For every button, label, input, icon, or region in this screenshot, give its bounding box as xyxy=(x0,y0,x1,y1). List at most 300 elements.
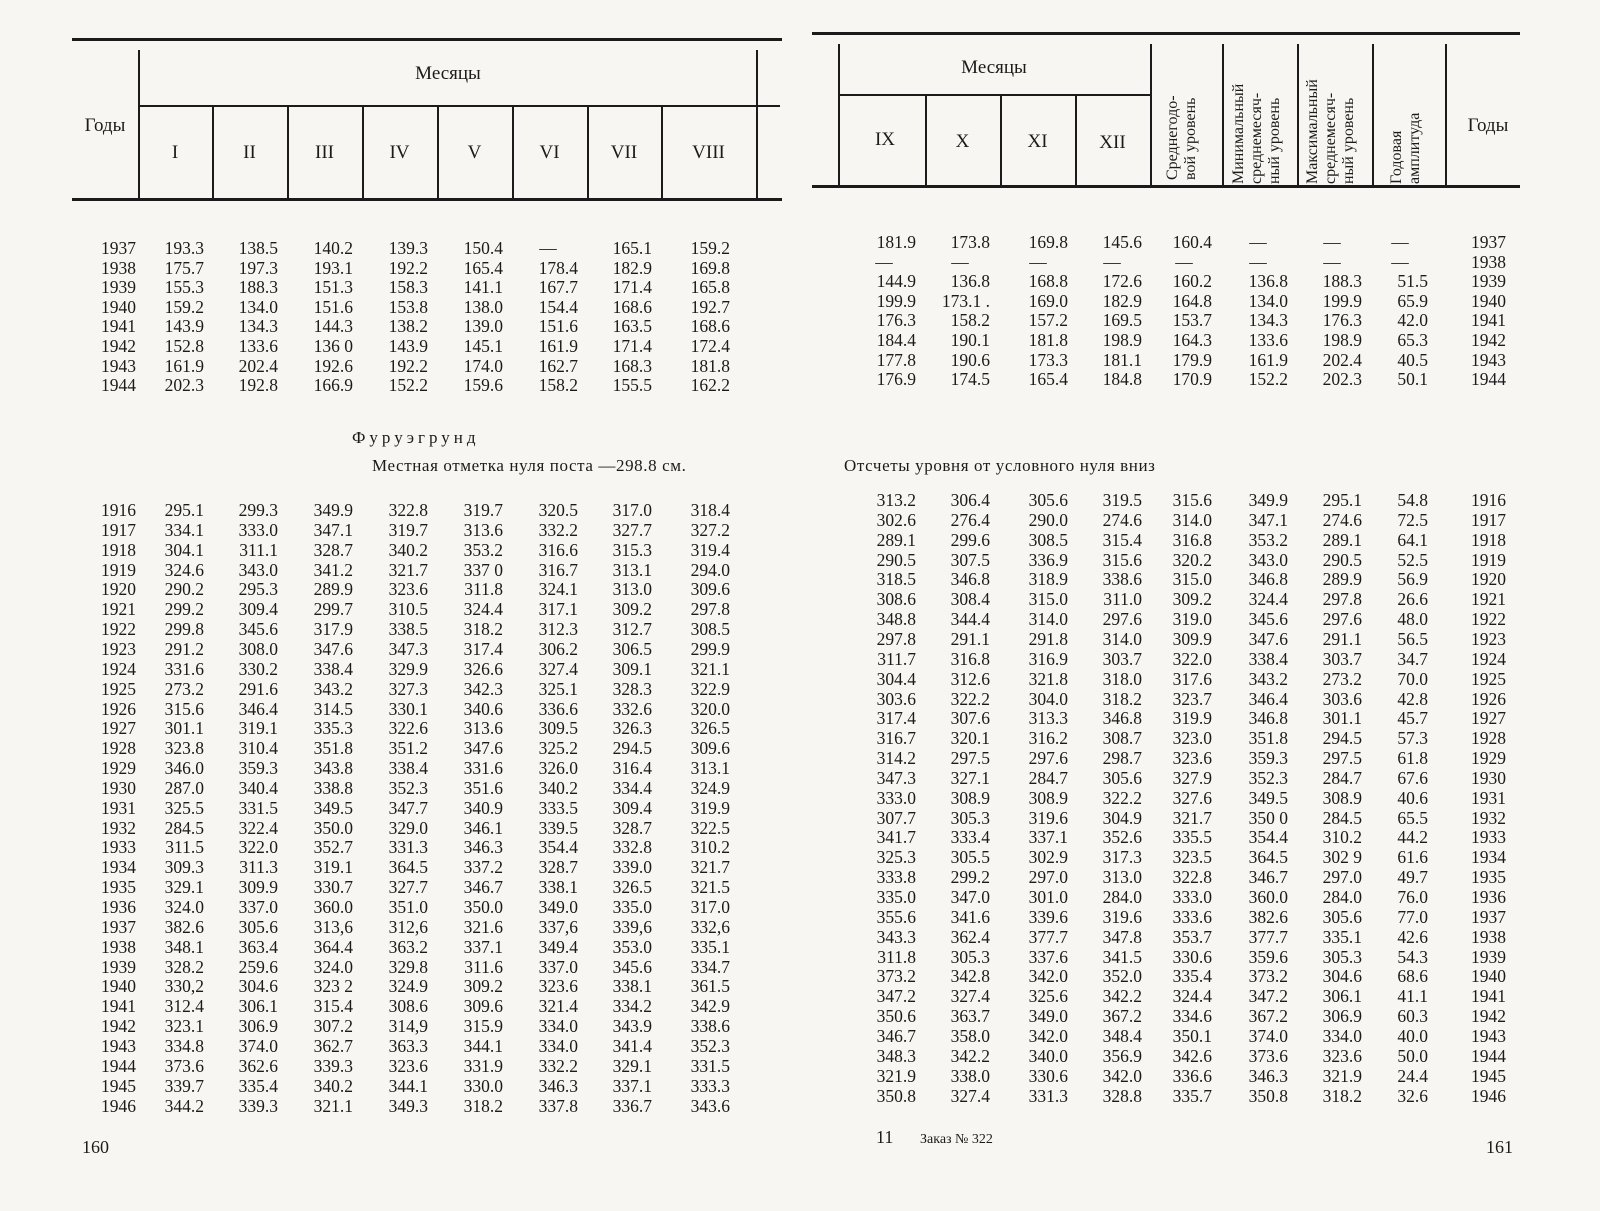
value-cell: 345.6 xyxy=(238,619,278,640)
value-cell: 299.2 xyxy=(950,867,990,888)
value-cell: 330.1 xyxy=(388,698,428,719)
value-cell: 294.0 xyxy=(690,559,730,580)
station-title: Фуруэгрунд xyxy=(352,428,480,447)
value-cell: 320.2 xyxy=(1172,549,1212,570)
readings-note: Отсчеты уровня от условного нуля вниз xyxy=(844,456,1156,475)
value-cell: 56.9 xyxy=(1397,569,1428,590)
value-cell: 177.8 xyxy=(876,349,916,370)
value-cell: 341.2 xyxy=(313,559,353,580)
value-cell: 347.6 xyxy=(463,738,503,759)
value-cell: 188.3 xyxy=(238,277,278,298)
value-cell: 334.0 xyxy=(538,1016,578,1037)
value-cell: 317.4 xyxy=(463,638,503,659)
value-cell: 342.6 xyxy=(1172,1045,1212,1066)
year-cell: 1936 xyxy=(101,897,136,917)
value-cell: 346.3 xyxy=(1248,1065,1288,1086)
value-cell: 152.2 xyxy=(1248,369,1288,390)
value-cell: 322.4 xyxy=(238,817,278,838)
value-cell: 342.2 xyxy=(1102,986,1142,1007)
value-cell: 289.9 xyxy=(313,579,353,600)
value-cell: 152.8 xyxy=(164,336,204,356)
value-cell: 343.2 xyxy=(1248,668,1288,689)
year-cell: 1928 xyxy=(101,738,136,759)
value-cell: 354.4 xyxy=(1248,827,1288,848)
value-cell: 70.0 xyxy=(1397,668,1428,689)
value-cell: 323 2 xyxy=(313,976,353,997)
value-cell: 350.8 xyxy=(1248,1085,1288,1106)
value-cell: 347.7 xyxy=(388,797,428,818)
value-cell: 342.9 xyxy=(690,996,730,1017)
value-cell: 49.7 xyxy=(1397,867,1428,888)
year-cell: 1944 xyxy=(1471,1045,1506,1066)
value-cell: 299.8 xyxy=(164,619,204,640)
value-cell: 333.4 xyxy=(950,827,990,848)
value-cell: 303.6 xyxy=(1322,688,1362,709)
value-cell: 322.0 xyxy=(1172,648,1212,669)
value-cell: 328.7 xyxy=(538,857,578,878)
header-bottom-rule xyxy=(812,185,1520,188)
header-divider xyxy=(1445,44,1447,185)
value-cell: 330.0 xyxy=(463,1075,503,1096)
value-cell: 323.7 xyxy=(1172,688,1212,709)
year-cell: 1940 xyxy=(101,976,136,997)
value-cell: 61.6 xyxy=(1397,847,1428,868)
value-cell: 329.1 xyxy=(612,1055,652,1076)
value-cell: 309.3 xyxy=(164,857,204,878)
value-cell: 181.1 xyxy=(1102,349,1142,370)
value-cell: 327.4 xyxy=(538,658,578,679)
value-cell: 318.2 xyxy=(1322,1085,1362,1106)
right-page xyxy=(800,0,1600,1211)
value-cell: 143.9 xyxy=(164,316,204,337)
value-cell: 65.9 xyxy=(1397,290,1428,311)
value-cell: 307.2 xyxy=(313,1016,353,1037)
year-cell: 1945 xyxy=(101,1075,136,1096)
value-cell: 307.7 xyxy=(876,807,916,828)
value-cell: 304.6 xyxy=(1322,966,1362,987)
value-cell: 40.6 xyxy=(1397,787,1428,808)
value-cell: 160.2 xyxy=(1172,271,1212,292)
header-divider xyxy=(1372,44,1374,185)
value-cell: 323.8 xyxy=(164,738,204,759)
value-cell: 308.7 xyxy=(1102,728,1142,749)
value-cell: 313,6 xyxy=(313,916,353,937)
value-cell: 316.6 xyxy=(538,539,578,560)
year-cell: 1940 xyxy=(1471,966,1506,987)
year-cell: 1927 xyxy=(1471,708,1506,729)
value-cell: 313.0 xyxy=(1102,867,1142,888)
value-cell: 315.3 xyxy=(612,539,652,560)
value-cell: 34.7 xyxy=(1397,648,1428,669)
value-cell: 367.2 xyxy=(1248,1006,1288,1027)
value-cell: 167.7 xyxy=(538,277,578,298)
month-col-header: VI xyxy=(539,142,560,163)
value-cell: 297.5 xyxy=(950,748,990,769)
value-cell: 316.8 xyxy=(950,648,990,669)
value-cell: 336.9 xyxy=(1028,549,1068,570)
value-cell: 358.0 xyxy=(950,1025,990,1046)
value-cell: 153.7 xyxy=(1172,310,1212,331)
year-cell: 1922 xyxy=(1471,609,1506,630)
value-cell: 326.3 xyxy=(612,718,652,739)
value-cell: 315.4 xyxy=(313,996,353,1017)
header-divider xyxy=(756,50,758,198)
value-cell: 174.0 xyxy=(463,355,503,376)
value-cell: 42.6 xyxy=(1397,926,1428,947)
value-cell: — xyxy=(1249,232,1267,252)
value-cell: 313.3 xyxy=(1028,708,1068,729)
value-cell: 26.6 xyxy=(1397,589,1428,610)
year-cell: 1937 xyxy=(1471,906,1506,927)
value-cell: 299.9 xyxy=(690,638,730,659)
value-cell: 303.7 xyxy=(1322,648,1362,669)
value-cell: 352.0 xyxy=(1102,966,1142,987)
value-cell: 313.2 xyxy=(876,490,916,510)
header-divider xyxy=(1222,44,1224,185)
value-cell: 64.1 xyxy=(1397,529,1428,550)
value-cell: 328.7 xyxy=(612,817,652,838)
value-cell: 160.4 xyxy=(1172,232,1212,252)
value-cell: 308.9 xyxy=(1322,787,1362,808)
year-cell: 1943 xyxy=(1471,1025,1506,1046)
value-cell: 304.0 xyxy=(1028,688,1068,709)
value-cell: 318.5 xyxy=(876,569,916,590)
value-cell: 291.2 xyxy=(164,638,204,659)
value-cell: 32.6 xyxy=(1397,1085,1428,1106)
months-underline xyxy=(838,94,1150,96)
value-cell: 316.4 xyxy=(612,758,652,779)
value-cell: 308.0 xyxy=(238,638,278,659)
value-cell: 190.6 xyxy=(950,349,990,370)
year-cell: 1933 xyxy=(101,837,136,858)
value-cell: 374.0 xyxy=(1248,1025,1288,1046)
value-cell: — xyxy=(1249,251,1267,272)
value-cell: 335.1 xyxy=(690,936,730,957)
value-cell: 318.4 xyxy=(690,500,730,520)
value-cell: 321.4 xyxy=(538,996,578,1017)
value-cell: 161.9 xyxy=(538,336,578,356)
value-cell: 193.1 xyxy=(313,257,353,278)
value-cell: 335.1 xyxy=(1322,926,1362,947)
value-cell: 314.0 xyxy=(1172,509,1212,530)
value-cell: 314.5 xyxy=(313,698,353,719)
value-cell: 317.4 xyxy=(876,708,916,729)
value-cell: 259.6 xyxy=(238,956,278,977)
value-cell: 294.5 xyxy=(1322,728,1362,749)
value-cell: 305.6 xyxy=(238,916,278,937)
year-cell: 1942 xyxy=(101,1016,136,1037)
year-cell: 1923 xyxy=(1471,628,1506,649)
page-number: 161 xyxy=(1486,1137,1513,1157)
value-cell: 328.7 xyxy=(313,539,353,560)
value-cell: 308.5 xyxy=(1028,529,1068,550)
value-cell: 48.0 xyxy=(1397,609,1428,630)
value-cell: 342.0 xyxy=(1028,966,1068,987)
value-cell: 351.2 xyxy=(388,738,428,759)
value-cell: — xyxy=(1323,251,1341,272)
value-cell: 321.1 xyxy=(313,1095,353,1116)
value-cell: 349.9 xyxy=(313,500,353,520)
footer-order-number: Заказ № 322 xyxy=(920,1132,993,1147)
value-cell: 335.4 xyxy=(238,1075,278,1096)
value-cell: 363.4 xyxy=(238,936,278,957)
year-cell: 1941 xyxy=(1471,986,1506,1007)
year-cell: 1932 xyxy=(1471,807,1506,828)
year-cell: 1937 xyxy=(101,238,136,258)
value-cell: 306.1 xyxy=(238,996,278,1017)
month-col-header: II xyxy=(243,142,256,163)
value-cell: 349.3 xyxy=(388,1095,428,1116)
value-cell: 184.8 xyxy=(1102,369,1142,390)
value-cell: 347.3 xyxy=(388,638,428,659)
value-cell: 176.9 xyxy=(876,369,916,390)
value-cell: 331.3 xyxy=(388,837,428,858)
value-cell: 347.3 xyxy=(876,767,916,788)
value-cell: 352.7 xyxy=(313,837,353,858)
max-level-header xyxy=(1304,44,1358,184)
value-cell: 305.5 xyxy=(950,847,990,868)
value-cell: 324.9 xyxy=(690,777,730,798)
value-cell: 337.8 xyxy=(538,1095,578,1116)
value-cell: 341.7 xyxy=(876,827,916,848)
value-cell: 322.9 xyxy=(690,678,730,699)
header-line: ный уровень xyxy=(1340,97,1357,184)
value-cell: 331.9 xyxy=(463,1055,503,1076)
month-col-header: VIII xyxy=(692,142,725,163)
value-cell: — xyxy=(951,251,969,272)
value-cell: 165.4 xyxy=(1028,369,1068,390)
value-cell: 339.5 xyxy=(538,817,578,838)
value-cell: 331.5 xyxy=(690,1055,730,1076)
value-cell: 343.8 xyxy=(313,758,353,779)
value-cell: 139.0 xyxy=(463,316,503,337)
value-cell: 330.2 xyxy=(238,658,278,679)
year-cell: 1937 xyxy=(1471,232,1506,252)
value-cell: 346.1 xyxy=(463,817,503,838)
year-cell: 1938 xyxy=(101,936,136,957)
value-cell: — xyxy=(1391,232,1409,252)
value-cell: 138.5 xyxy=(238,238,278,258)
value-cell: 362.7 xyxy=(313,1035,353,1056)
value-cell: 351.8 xyxy=(313,738,353,759)
value-cell: 310.5 xyxy=(388,599,428,620)
year-cell: 1940 xyxy=(1471,290,1506,311)
value-cell: 313.6 xyxy=(463,519,503,540)
value-cell: 377.7 xyxy=(1248,926,1288,947)
value-cell: 65.3 xyxy=(1397,330,1428,350)
value-cell: 192.7 xyxy=(690,296,730,317)
value-cell: 141.1 xyxy=(463,277,503,298)
value-cell: 330.6 xyxy=(1028,1065,1068,1086)
value-cell: 315.0 xyxy=(1028,589,1068,610)
value-cell: 309.9 xyxy=(238,877,278,898)
value-cell: 316.9 xyxy=(1028,648,1068,669)
value-cell: 339.3 xyxy=(238,1095,278,1116)
value-cell: 308.9 xyxy=(950,787,990,808)
month-col-header: I xyxy=(171,142,179,163)
year-cell: 1921 xyxy=(101,599,136,620)
value-cell: 173.3 xyxy=(1028,349,1068,370)
value-cell: 363.7 xyxy=(950,1006,990,1027)
value-cell: 348.4 xyxy=(1102,1025,1142,1046)
value-cell: 346.3 xyxy=(538,1075,578,1096)
value-cell: 202.4 xyxy=(1322,349,1362,370)
value-cell: 353.0 xyxy=(612,936,652,957)
value-cell: 304.4 xyxy=(876,668,916,689)
value-cell: 302.9 xyxy=(1028,847,1068,868)
value-cell: 327.6 xyxy=(1172,787,1212,808)
value-cell: 297.6 xyxy=(1322,609,1362,630)
value-cell: 159.2 xyxy=(164,296,204,317)
value-cell: 330,2 xyxy=(164,976,204,997)
value-cell: 348.1 xyxy=(164,936,204,957)
value-cell: 349.9 xyxy=(1248,490,1288,510)
value-cell: 324.9 xyxy=(388,976,428,997)
value-cell: 319.1 xyxy=(313,857,353,878)
value-cell: 340.9 xyxy=(463,797,503,818)
value-cell: 138.0 xyxy=(463,296,503,317)
value-cell: — xyxy=(1175,251,1193,272)
value-cell: 356.9 xyxy=(1102,1045,1142,1066)
value-cell: 324.6 xyxy=(164,559,204,580)
value-cell: 302 9 xyxy=(1322,847,1362,868)
year-cell: 1918 xyxy=(101,539,136,560)
value-cell: 295.3 xyxy=(238,579,278,600)
value-cell: 346.7 xyxy=(876,1025,916,1046)
value-cell: 151.6 xyxy=(538,316,578,337)
header-line: вой уровень xyxy=(1182,97,1199,180)
year-cell: 1925 xyxy=(101,678,136,699)
value-cell: 337,6 xyxy=(538,916,578,937)
value-cell: 334.0 xyxy=(1322,1025,1362,1046)
value-cell: 353.2 xyxy=(463,539,503,560)
value-cell: 341.6 xyxy=(950,906,990,927)
value-cell: 327.2 xyxy=(690,519,730,540)
value-cell: 352.3 xyxy=(690,1035,730,1056)
month-col-header: VII xyxy=(610,142,638,163)
value-cell: 373.6 xyxy=(164,1055,204,1076)
value-cell: 306.9 xyxy=(1322,1006,1362,1027)
value-cell: 323.6 xyxy=(1322,1045,1362,1066)
year-cell: 1944 xyxy=(101,375,136,396)
value-cell: 273.2 xyxy=(1322,668,1362,689)
mean-level-header xyxy=(1164,52,1200,180)
value-cell: 346.7 xyxy=(463,877,503,898)
value-cell: 349.5 xyxy=(1248,787,1288,808)
value-cell: 340.2 xyxy=(313,1075,353,1096)
value-cell: 323.1 xyxy=(164,1016,204,1037)
value-cell: 161.9 xyxy=(1248,349,1288,370)
value-cell: 382.6 xyxy=(1248,906,1288,927)
value-cell: 301.0 xyxy=(1028,887,1068,907)
value-cell: 188.3 xyxy=(1322,271,1362,292)
value-cell: 311.6 xyxy=(464,956,503,977)
value-cell: 158.2 xyxy=(538,375,578,396)
value-cell: 319.6 xyxy=(1102,906,1142,927)
value-cell: 344.4 xyxy=(950,609,990,630)
footer-signature-number: 11 xyxy=(876,1127,894,1147)
value-cell: 334.0 xyxy=(538,1035,578,1056)
value-cell: 319.1 xyxy=(238,718,278,739)
value-cell: 154.4 xyxy=(538,296,578,317)
year-cell: 1919 xyxy=(101,559,136,580)
value-cell: 317.0 xyxy=(690,897,730,917)
value-cell: 67.6 xyxy=(1397,767,1428,788)
value-cell: 314.2 xyxy=(876,748,916,769)
value-cell: 325.1 xyxy=(538,678,578,699)
month-col-header: X xyxy=(955,131,970,152)
value-cell: 314,9 xyxy=(388,1016,428,1037)
value-cell: 335.0 xyxy=(612,897,652,917)
value-cell: 332.8 xyxy=(612,837,652,858)
header-divider xyxy=(1297,44,1299,185)
value-cell: 324.0 xyxy=(164,897,204,917)
value-cell: 310.2 xyxy=(690,837,730,858)
value-cell: 362.6 xyxy=(238,1055,278,1076)
value-cell: 284.0 xyxy=(1322,887,1362,907)
year-cell: 1939 xyxy=(101,956,136,977)
year-cell: 1938 xyxy=(1471,926,1506,947)
value-cell: 168.6 xyxy=(690,316,730,337)
value-cell: 304.1 xyxy=(164,539,204,560)
value-cell: 367.2 xyxy=(1102,1006,1142,1027)
value-cell: 311.8 xyxy=(877,946,916,967)
header-bottom-rule xyxy=(72,198,782,201)
value-cell: 192.6 xyxy=(313,355,353,376)
value-cell: 308.5 xyxy=(690,619,730,640)
months-header: Месяцы xyxy=(415,63,481,84)
value-cell: 334.2 xyxy=(612,996,652,1017)
value-cell: 192.2 xyxy=(388,355,428,376)
value-cell: 61.8 xyxy=(1397,748,1428,769)
value-cell: 319.5 xyxy=(1102,490,1142,510)
value-cell: 317.1 xyxy=(538,599,578,620)
value-cell: 145.6 xyxy=(1102,232,1142,252)
value-cell: 315.6 xyxy=(1172,490,1212,510)
value-cell: 315.9 xyxy=(463,1016,503,1037)
value-cell: 339.6 xyxy=(1028,906,1068,927)
year-cell: 1938 xyxy=(1471,251,1506,272)
value-cell: 274.6 xyxy=(1322,509,1362,530)
value-cell: 347.6 xyxy=(1248,628,1288,649)
year-cell: 1923 xyxy=(101,638,136,659)
value-cell: 291.1 xyxy=(950,628,990,649)
year-cell: 1943 xyxy=(101,355,136,376)
value-cell: 308.6 xyxy=(876,589,916,610)
value-cell: 339.3 xyxy=(313,1055,353,1076)
year-cell: 1939 xyxy=(1471,946,1506,967)
value-cell: 284.7 xyxy=(1322,767,1362,788)
value-cell: 347.1 xyxy=(1248,509,1288,530)
value-cell: 327.1 xyxy=(950,767,990,788)
value-cell: 334.1 xyxy=(164,519,204,540)
month-col-header: IV xyxy=(389,142,410,163)
value-cell: 346.8 xyxy=(1102,708,1142,729)
value-cell: 284.0 xyxy=(1102,887,1142,907)
value-cell: 60.3 xyxy=(1397,1006,1428,1027)
value-cell: 276.4 xyxy=(950,509,990,530)
value-cell: 336.7 xyxy=(612,1095,652,1116)
value-cell: — xyxy=(1103,251,1121,272)
value-cell: 328.3 xyxy=(612,678,652,699)
value-cell: 361.5 xyxy=(690,976,730,997)
value-cell: — xyxy=(1323,232,1341,252)
value-cell: 306.1 xyxy=(1322,986,1362,1007)
value-cell: 289.1 xyxy=(1322,529,1362,550)
value-cell: 338.0 xyxy=(950,1065,990,1086)
year-cell: 1944 xyxy=(101,1055,136,1076)
year-cell: 1928 xyxy=(1471,728,1506,749)
